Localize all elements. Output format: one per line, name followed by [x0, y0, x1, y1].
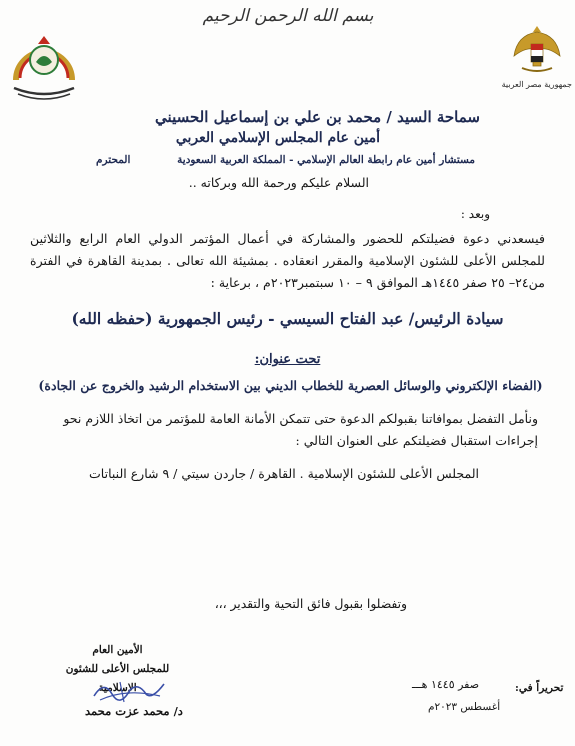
under-title-label: تحت عنوان: — [254, 352, 321, 367]
respected-label: المحترم — [96, 154, 131, 166]
addressee-advisor: مستشار أمين عام رابطة العالم الإسلامي - المملكة العربية السعودية — [177, 154, 475, 166]
issued-label: تحريراً في: — [515, 682, 564, 694]
president-line: سيادة الرئيس/ عبد الفتاح السيسي - رئيس الجمهورية (حفظه الله) — [71, 309, 504, 328]
reception-address: المجلس الأعلى للشئون الإسلامية . القاهرة / جاردن سيتي / ٩ شارع النباتات — [89, 466, 479, 481]
greeting: السلام عليكم ورحمة الله وبركاته .. — [188, 175, 369, 190]
date-gregorian: أغسطس ٢٠٢٣م — [428, 701, 501, 713]
signatory-organization: للمجلس الأعلى للشئون الإسلامية — [65, 663, 170, 694]
eagle-caption: جمهورية مصر العربية — [501, 80, 572, 89]
addressee-title: أمين عام المجلس الإسلامي العربي — [175, 130, 380, 146]
conference-topic: (الفضاء الإلكتروني والوسائل العصرية للخطاب الديني بين الاستخدام الرشيد والخروج عن الجادة) — [38, 378, 543, 393]
signatory-name: د/ محمد عزت محمد — [85, 704, 183, 718]
addressee-line: سماحة السيد / محمد بن علي بن إسماعيل الحسيني — [155, 108, 480, 126]
acceptance-paragraph: ونأمل التفضل بموافاتنا بقبولكم الدعوة حتى تتمكن الأمانة العامة للمؤتمر من اتخاذ اللازم نحو إجراءات استقبال فضيلتكم على العنوان التالي : — [63, 411, 538, 448]
council-logo-icon — [8, 22, 80, 100]
basmala: بسم الله الرحمن الرحيم — [202, 6, 374, 26]
invitation-paragraph: فيسعدني دعوة فضيلتكم للحضور والمشاركة في أعمال المؤتمر الدولي العام الرابع والثلاثين للمجلس الأعلى للشئون الإسلامية والمقرر انعقاده . بمشيئة الله تعالى . بمدينة القاهرة في الفترة من٢٤– ٢٥ صفر ١٤٤٥هـ الموافق ٩ – ١٠ سبتمبر٢٠٢٣م ، برعاية : — [30, 231, 545, 290]
egypt-eagle-emblem-icon — [512, 22, 562, 76]
signatory-role: الأمين العام — [92, 644, 143, 656]
handwritten-signature-icon — [90, 676, 170, 706]
after-label: وبعد : — [460, 207, 490, 221]
closing-line: وتفضلوا بقبول فائق التحية والتقدير ،،، — [214, 597, 407, 611]
date-hijri: صفر ١٤٤٥ هـــ — [412, 678, 480, 691]
